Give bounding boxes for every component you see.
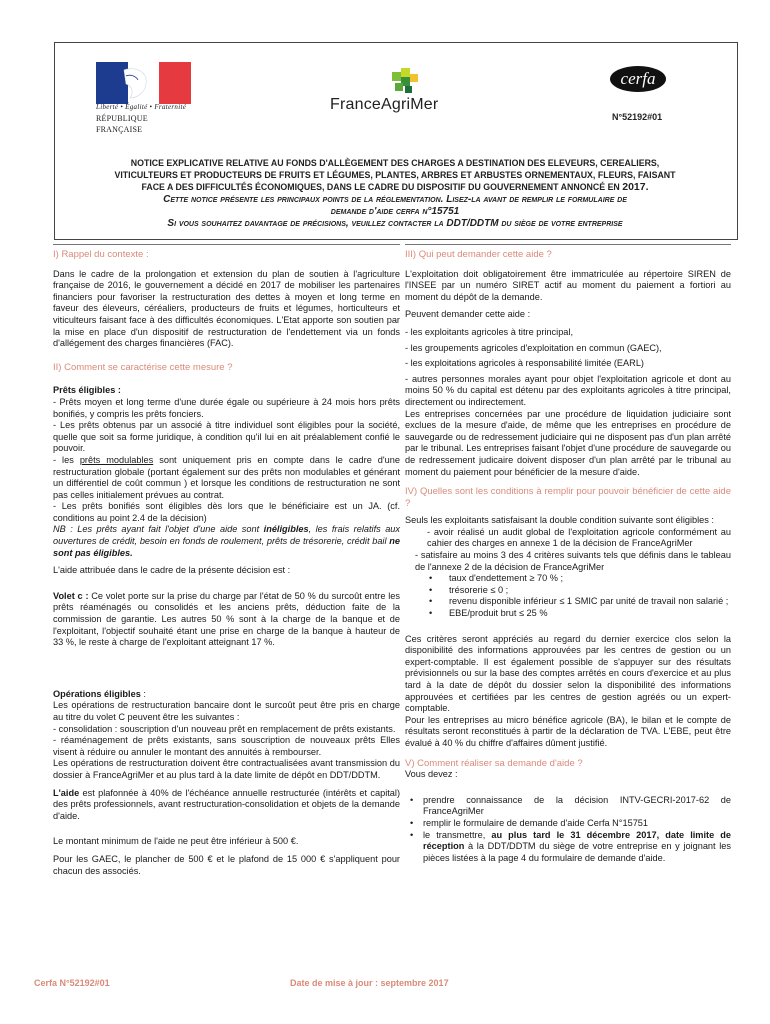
notice-line6c: du siège de votre entreprise [501,218,623,230]
notice-line5: demande d'aide cerfa n°15751 [330,205,460,217]
nb-d: ne sont pas éligibles. [53,536,400,558]
section-4-title: IV) Quelles sont les conditions à remplir pour pouvoir bénéficier de cette aide ? [405,486,731,509]
notice-line6 [60,218,730,230]
right-column [405,244,731,864]
step-item-3 [407,830,731,865]
prets-item-4: - Les prêts bonifiés sont éligibles dès lors que le bénéficiaire est un JA. (cf. conditions au point 2.4 de la décision) [53,501,400,523]
section-3-item-1: - les exploitants agricoles à titre principal, [405,326,574,337]
volet-c [53,591,400,649]
section-4-paragraph-2: Ces critères seront appréciés au regard du dernier exercice clos selon la disponibilité des informations approuvées par les centres de gestion ou un expert-comptable. Il est également possible de s'appuyer sur des résultats prévisionnels ou sur la base des comptes arrêtés en cours d'exercice et au plus tard à la date de dépôt du dossier selon la disponibilité des informations approuvées et certifiées par les centres de gestion agréés ou un expert-comptable. [405,633,731,714]
prets-item-3-a: - les [53,454,74,465]
notice-title-block [60,157,730,230]
operations-4: Les opérations de restructuration doivent être contractualisées avant transmission du dossier à FranceAgriMer et au plus tard à la date limite de dépôt en DDT/DDTM. [53,758,400,780]
step-3-b: au plus tard le 31 décembre 2017, date limite de réception [423,829,732,852]
criteria-item: • revenu disponible inférieur ≤ 1 SMIC par unité de travail non salarié ; [429,596,731,608]
nb-a: NB : Les prêts ayant fait l'objet d'une aide sont [53,524,260,535]
operations-3: - réaménagement de prêts existants, sans souscription de nouveaux prêts Elles visent à réduire ou annuler le montant des annuités à rembourser. [53,735,400,757]
plafond [53,788,400,823]
nb-note [53,524,400,559]
section-3-title: III) Qui peut demander cette aide ? [405,244,731,261]
prets-item-1: - Prêts moyen et long terme d'une durée égale ou supérieure à 24 mois hors prêts bonifiés, y compris les prêts fonciers. [53,396,400,419]
montant-minimum: Le montant minimum de l'aide ne peut être inférieur à 500 €. [53,836,299,847]
notice-title-line3-text: FACE A DES DIFFICULTÉS ÉCONOMIQUES, DANS LE CADRE DU DISPOSITIF DU GOUVERNEMENT ANNONCÉ EN [141,182,620,193]
marianne-flag-icon [96,62,191,104]
volet-label: Volet c : [53,590,89,601]
criteria-item: • EBE/produit brut ≤ 25 % [429,608,731,620]
republique-francaise-logo [96,62,191,134]
left-column [53,244,400,877]
operations-1: Les opérations de restructuration bancaire dont le surcoût peut être pris en charge au titre du volet C peuvent être les suivantes : [53,700,400,722]
rf-motto: Liberté • Égalité • Fraternité [96,103,187,111]
rf-name: RÉPUBLIQUE FRANÇAISE [96,114,148,134]
section-3-item-4: - autres personnes morales ayant pour objet l'exploitation agricole et dont au moins 50 % du capital est détenu par des exploitants agricoles à titre principal, directement ou indirectement. [405,373,731,407]
section-5-title: V) Comment réaliser sa demande d'aide ? [405,757,583,769]
section-3-item-3: - les exploitations agricoles à responsabilité limitée (EARL) [405,358,644,369]
section-3-paragraph-3: Les entreprises concernées par une procédure de liquidation judiciaire sont exclues de la mesure d'aide, de même que les entreprises en procédure de sauvegarde ou de redressement judiciaire qui ne disposent pas d'un plan arrêté par le tribunal. Les entreprises faisant l'objet d'une procédure de sauvegarde ou de redressement judicaire doivent disposer d'un plan arrêté par le tribunal au moment du paiement pour bénéficier de la mesure d'aide. [405,408,731,477]
aide-attribuee: L'aide attribuée dans le cadre de la présente décision est : [53,565,291,576]
criteria-list [405,573,731,619]
operations-2: - consolidation : souscription d'un nouveau prêt en remplacement de prêts existants. [53,723,396,734]
gaec-note: Pour les GAEC, le plancher de 500 € et le plafond de 15 000 € s'appliquent pour chacun des associés. [53,853,400,876]
nb-c: , les frais relatifs aux ouvertures de crédit, besoin en fonds de roulement, prêts de trésorerie, crédit bail [53,524,401,547]
section-4-condition-2: - satisfaire au moins 3 des 4 critères suivants tels que définis dans le tableau de l'annexe 2 de la décision de FranceAgriMer [415,550,731,572]
section-1-title: I) Rappel du contexte : [53,244,400,261]
criteria-item: • trésorerie ≤ 0 ; [429,585,731,597]
prets-item-2: - Les prêts obtenus par un associé à titre individuel sont éligibles pour la société, quelle que soit sa forme juridique, à condition qu'il lui en ait préalablement confié le pouvoir. [53,420,400,454]
operations-colon: : [140,688,146,699]
plafond-text: est plafonnée à 40% de l'échéance annuelle restructurée (intérêts et capital) des prêts professionnels, avant restructuration-consolidation et objets de la demande d'aide. [53,787,400,821]
operations-title: Opérations éligibles [53,688,141,699]
footer-date: Date de mise à jour : septembre 2017 [290,978,449,988]
notice-title-line2: VITICULTEURS ET PRODUCTEURS DE FRUITS ET LÉGUMES, PLANTES, ARBRES ET ARBUSTES ORNEMENTAUX, FLEURS, FAISANT [114,170,676,181]
prets-item-3 [53,455,400,501]
section-5-paragraph-1: Vous devez : [405,769,458,780]
section-3-item-2: - les groupements agricoles d'exploitation en commun (GAEC), [405,342,662,353]
franceagrimer-icon [392,68,418,94]
step-3-c: à la DDT/DDTM du siège de votre entreprise en y joignant les pièces listées à la page 4 du formulaire de demande d'aide. [423,841,731,863]
notice-title-line1: NOTICE EXPLICATIVE RELATIVE AU FONDS D'ALLÈGEMENT DES CHARGES A DESTINATION DES ELEVEURS, CEREALIERS, [130,158,660,168]
nb-b: inéligibles [263,524,309,535]
section-1-paragraph: Dans le cadre de la prolongation et extension du plan de soutien à l'agriculture française de 2016, le gouvernement a décidé en 2017 de mobiliser les partenaires financiers pour favoriser la restructuration des dettes à moyen et long terme en faveur des éleveurs, céréaliers, producteurs de fruits et légumes, horticulteurs et viticulteurs faisant face à des difficultés économiques. L'Etat apporte son soutien par la mise en place d'un dispositif de restructuration de l'endettement via un fonds d'allégement des charges financières (FAC). [53,268,400,349]
section-4-paragraph-1: Seuls les exploitants satisfaisant la double condition suivante sont éligibles : [405,515,714,526]
section-3-paragraph-1: L'exploitation doit obligatoirement être immatriculée au répertoire SIREN de l'INSEE par un numéro SIRET actif au moment du paiement a fortiori au moment du dépôt de la demande. [405,268,731,302]
section-2-title: II) Comment se caractérise cette mesure ? [53,361,233,373]
criteria-item: • taux d'endettement ≥ 70 % ; [429,573,731,585]
plafond-aide: L'aide [53,787,80,798]
notice-line6a: Si vous souhaitez davantage de précisions, veuillez contacter la [167,218,444,230]
section-4-condition-1: - avoir réalisé un audit global de l'exploitation agricole conformément au cahier des charges en annexe 1 de la décision de FranceAgriMer [427,526,731,549]
notice-year: 2017. [622,181,649,194]
section-4-paragraph-3: Pour les entreprises au micro bénéfice agricole (BA), le bilan et le compte de résultats seront reconstitués à partir de la déclaration de TVA. L'EBE, peut être évalué à 40 % du chiffre d'affaires dûment justifié. [405,714,731,748]
volet-text: Ce volet porte sur la prise du charge par l'état de 50 % du surcoût entre les prêts réaménagés ou consolidés et les anciens prêts, déduction faite de la commission de garantie. Les autres 50 % sont à la charge de la banque et de l'exploitant, l'objectif souhaité étant une prise en charge de la banque à hauteur de 33 %, le reste à charge de l'exploitant atteignant 17 %. [53,590,400,648]
franceagrimer-name: FranceAgriMer [330,96,439,113]
step-item-1: • prendre connaissance de la décision INTV-GECRI-2017-62 de FranceAgriMer [407,795,731,818]
prets-modulables: prêts modulables [79,454,154,465]
steps-list [405,795,731,865]
footer-cerfa: Cerfa N°52192#01 [34,978,110,988]
section-3-paragraph-2: Peuvent demander cette aide : [405,309,531,320]
notice-line4: Cette notice présente les principaux points de la réglementation. Lisez-la avant de remplir le formulaire de [163,193,627,205]
notice-title-line3 [60,181,730,193]
notice-line6b: DDT/DDTM [446,218,499,230]
step-item-2: • remplir le formulaire de demande d'aide Cerfa N°15751 [407,818,731,830]
prets-item-3-b: sont uniquement pris en compte dans le cadre d'une restructuration globale (portant également sur des prêts non modulables et générant un différentiel de coût commun ) et lorsque les conditions de restructuration ne sont pas celles initialement prévues au contrat. [53,454,400,500]
franceagrimer-logo [330,68,465,118]
step-3-a: le transmettre, [423,829,486,840]
cerfa-logo: cerfa [610,66,666,92]
form-number: N°52192#01 [612,112,663,122]
prets-title: Prêts éligibles : [53,385,121,396]
